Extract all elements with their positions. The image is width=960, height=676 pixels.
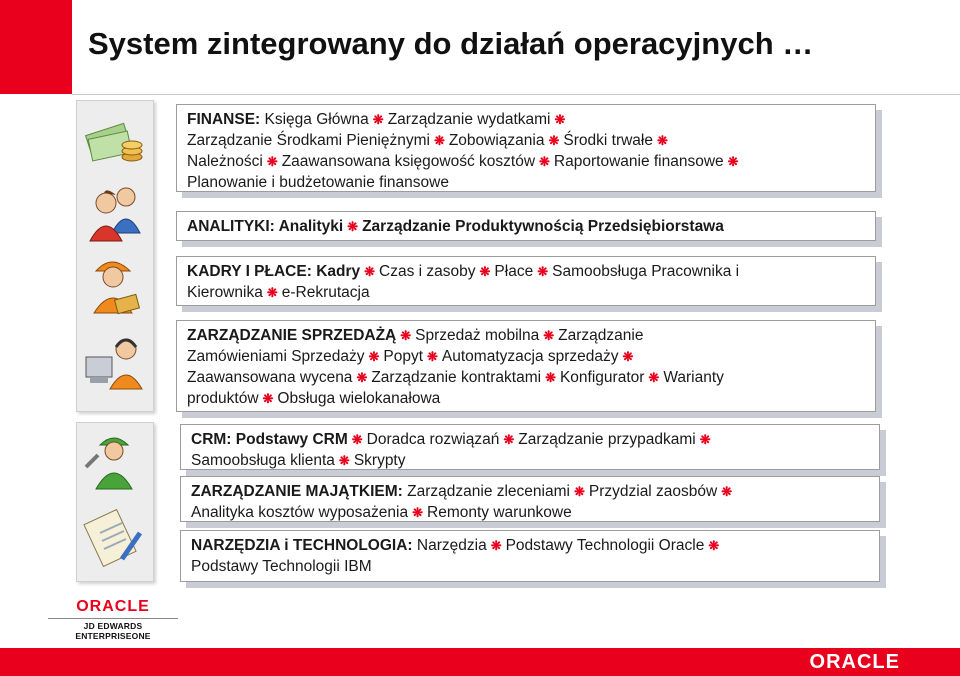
hr-heading: KADRY I PŁACE: [187,263,312,280]
crm-line-1: CRM: Podstawy CRM ❋ Doradca rozwiązań ❋ Zarządzanie przypadkami ❋ [191,431,711,448]
technician-icon [82,427,148,493]
box-finance [176,104,876,192]
oracle-jde-logo [48,598,178,641]
red-corner-accent [0,0,72,94]
slide-title: System zintegrowany do działań operacyjnych … [88,26,814,61]
footer-bar [0,648,960,676]
analytics-line-1: ANALITYKI: Analityki ❋ Zarządzanie Produktywnością Przedsiębiorstawa [187,218,724,235]
title-divider [72,94,960,95]
asset-line-2: Analityka kosztów wyposażenia ❋ Remonty warunkowe [191,504,572,521]
box-asset-management [180,476,880,522]
headset-agent-icon [82,327,148,393]
oracle-logo-brand: ORACLE [76,598,150,615]
finance-line-1: FINANSE: Księga Główna ❋ Zarządzanie wydatkami ❋ [187,111,566,128]
finance-line-3: Należności ❋ Zaawansowana księgowość kosztów ❋ Raportowanie finansowe ❋ [187,153,739,170]
sales-line-1: ZARZĄDZANIE SPRZEDAŻĄ ❋ Sprzedaż mobilna ❋ Zarządzanie [187,327,644,344]
crm-heading: CRM: [191,431,232,448]
box-crm [180,424,880,470]
analytics-heading: ANALITYKI: [187,218,275,235]
finance-heading: FINANSE: [187,111,261,128]
sales-heading: ZARZĄDZANIE SPRZEDAŻĄ [187,327,397,344]
sales-line-2: Zamówieniami Sprzedaży ❋ Popyt ❋ Automatyzacja sprzedaży ❋ [187,348,634,365]
people-icon [82,179,148,245]
box-tools-technology [180,530,880,582]
tools-line-2: Podstawy Technologii IBM [191,558,372,575]
footer-oracle-logo: ORACLE [809,651,900,673]
oracle-logo-sub: JD EDWARDS ENTERPRISEONE [48,618,178,641]
box-hr-payroll [176,256,876,306]
box-sales [176,320,876,412]
sales-line-4: produktów ❋ Obsługa wielokanałowa [187,390,441,407]
money-icon [82,105,148,171]
icon-panel-bottom [76,422,154,582]
sales-line-3: Zaawansowana wycena ❋ Zarządzanie kontraktami ❋ Konfigurator ❋ Warianty [187,369,724,386]
asset-line-1: ZARZĄDZANIE MAJĄTKIEM: Zarządzanie zleceniami ❋ Przydzial zaosbów ❋ [191,483,733,500]
box-analytics [176,211,876,241]
crm-line-2: Samoobsługa klienta ❋ Skrypty [191,452,406,469]
finance-line-4: Planowanie i budżetowanie finansowe [187,174,449,191]
tools-heading: NARZĘDZIA i TECHNOLOGIA: [191,537,413,554]
hr-line-2: Kierownika ❋ e-Rekrutacja [187,284,370,301]
asset-heading: ZARZĄDZANIE MAJĄTKIEM: [191,483,403,500]
clipboard-icon [82,503,148,569]
tools-line-1: NARZĘDZIA i TECHNOLOGIA: Narzędzia ❋ Podstawy Technologii Oracle ❋ [191,537,720,554]
hr-line-1: KADRY I PŁACE: Kadry ❋ Czas i zasoby ❋ Płace ❋ Samoobsługa Pracownika i [187,263,740,280]
icon-panel-top [76,100,154,412]
finance-line-2: Zarządzanie Środkami Pieniężnymi ❋ Zobowiązania ❋ Środki trwałe ❋ [187,132,668,149]
worker-icon [82,253,148,319]
